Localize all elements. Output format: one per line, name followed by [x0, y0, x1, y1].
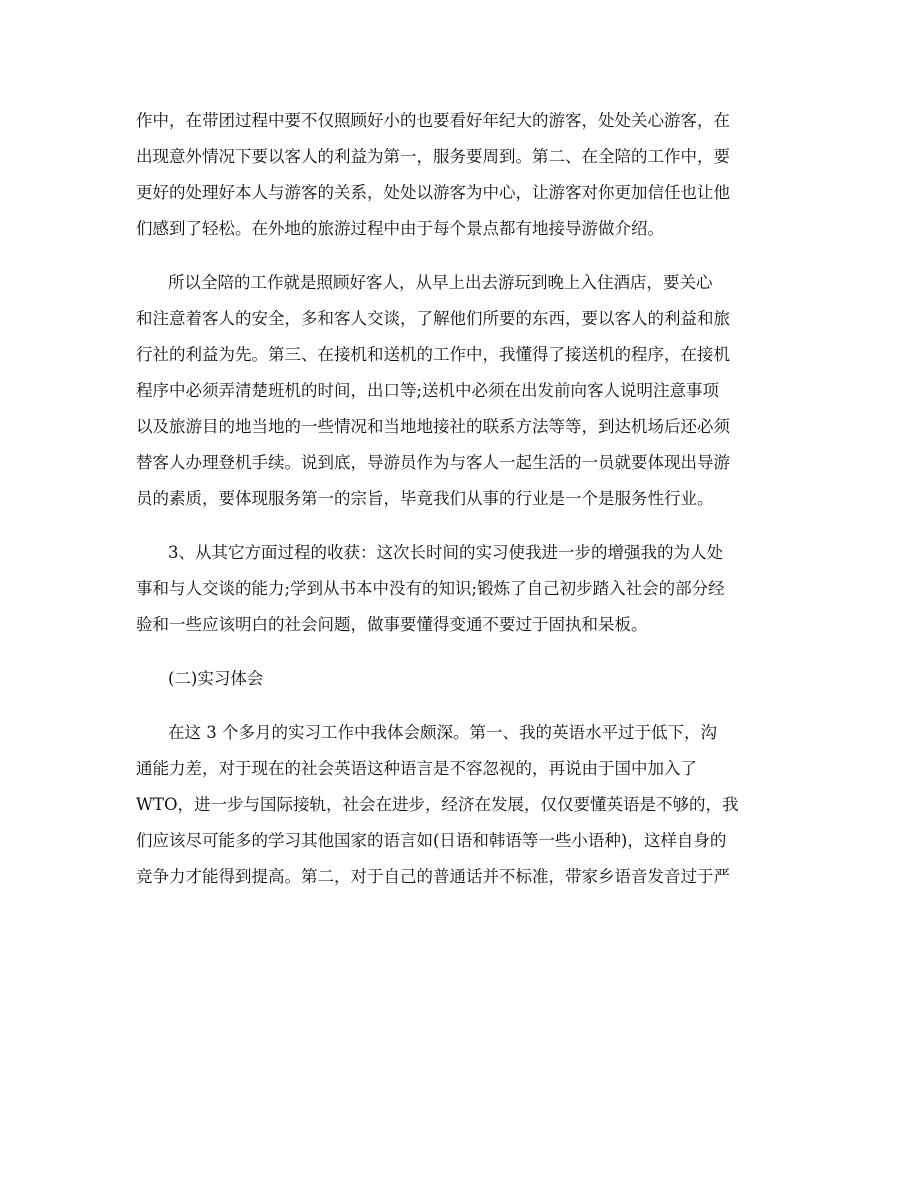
text-line: 所以全陪的工作就是照顾好客人，从早上出去游玩到晚上入住酒店，要关心	[168, 273, 713, 292]
text-line: 们应该尽可能多的学习其他国家的语言如(日语和韩语等一些小语种)，这样自身的	[136, 831, 727, 850]
paragraph-3	[136, 535, 790, 643]
text-line: 出现意外情况下要以客人的利益为第一，服务要周到。第二、在全陪的工作中，要	[136, 147, 730, 166]
text-line: 作中，在带团过程中要不仅照顾好小的也要看好年纪大的游客，处处关心游客，在	[136, 111, 730, 130]
text-line: 在这 3 个多月的实习工作中我体会颇深。第一、我的英语水平过于低下，沟	[168, 723, 717, 742]
paragraph-gap	[136, 247, 790, 265]
paragraph-2	[136, 265, 790, 517]
section-heading	[136, 661, 790, 697]
text-line: WTO，进一步与国际接轨，社会在进步，经济在发展，仅仅要懂英语是不够的，我	[136, 795, 739, 814]
text-line: 们感到了轻松。在外地的旅游过程中由于每个景点都有地接导游做介绍。	[136, 219, 664, 238]
text-line: 更好的处理好本人与游客的关系，处处以游客为中心，让游客对你更加信任也让他	[136, 183, 730, 202]
text-line: 验和一些应该明白的社会问题，做事要懂得变通不要过于固执和呆板。	[136, 615, 648, 634]
text-line: 通能力差，对于现在的社会英语这种语言是不容忽视的，再说由于国中加入了	[136, 759, 697, 778]
paragraph-gap	[136, 643, 790, 661]
text-line: 竞争力才能得到提高。第二，对于自己的普通话并不标准，带家乡语音发音过于严	[136, 867, 730, 886]
text-line: 以及旅游目的地当地的一些情况和当地地接社的联系方法等等，到达机场后还必须	[136, 417, 730, 436]
heading-line: (二)实习体会	[168, 669, 264, 688]
text-line: 事和与人交谈的能力;学到从书本中没有的知识;锻炼了自己初步踏入社会的部分经	[136, 579, 725, 598]
paragraph-gap	[136, 517, 790, 535]
paragraph-5	[136, 715, 790, 895]
text-line: 员的素质，要体现服务第一的宗旨，毕竟我们从事的行业是一个是服务性行业。	[136, 489, 714, 508]
document-body	[136, 103, 790, 895]
text-line: 行社的利益为先。第三、在接机和送机的工作中，我懂得了接送机的程序，在接机	[136, 345, 730, 364]
paragraph-1	[136, 103, 790, 247]
paragraph-gap	[136, 697, 790, 715]
text-line: 和注意着客人的安全，多和客人交谈，了解他们所要的东西，要以客人的利益和旅	[136, 309, 730, 328]
text-line: 程序中必须弄清楚班机的时间，出口等;送机中必须在出发前向客人说明注意事项	[136, 381, 720, 400]
text-line: 3、从其它方面过程的收获：这次长时间的实习使我进一步的增强我的为人处	[168, 543, 723, 562]
text-line: 替客人办理登机手续。说到底，导游员作为与客人一起生活的一员就要体现出导游	[136, 453, 730, 472]
